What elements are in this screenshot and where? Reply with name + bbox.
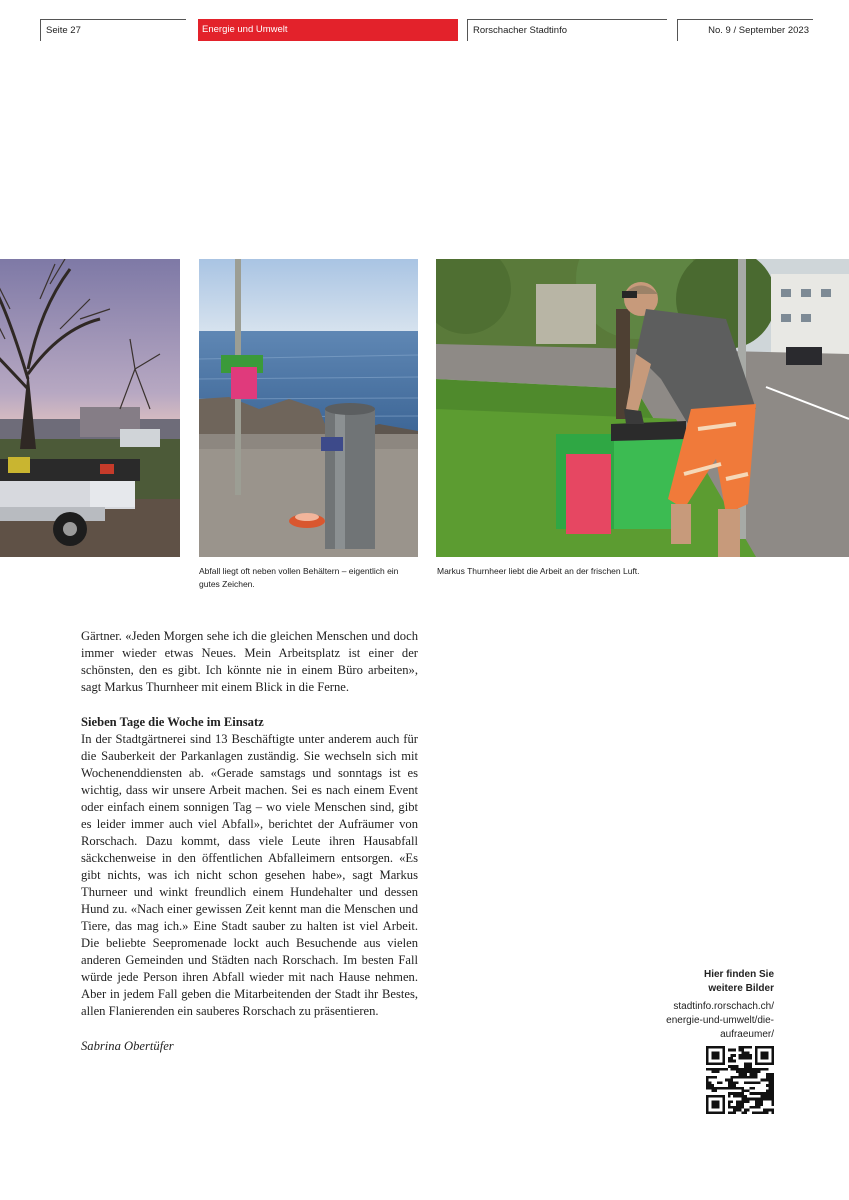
link-line: energie-und-umwelt/die- — [666, 1015, 774, 1026]
more-images-heading-line2: weitere Bilder — [708, 983, 774, 994]
link-line: aufraeumer/ — [720, 1029, 774, 1040]
photo-worker-bin — [436, 259, 849, 557]
header-section: Energie und Umwelt — [198, 19, 458, 41]
link-line: stadtinfo.rorschach.ch/ — [673, 1001, 774, 1012]
header-page-number: Seite 27 — [40, 19, 186, 41]
photo-caption-worker: Markus Thurnheer liebt die Arbeit an der frischen Luft. — [437, 566, 640, 576]
photo-caption-lakeside: Abfall liegt oft neben vollen Behältern – eigentlich ein gutes Zeichen. — [199, 566, 399, 589]
more-images-link[interactable] — [600, 1000, 774, 1042]
header-issue: No. 9 / September 2023 — [677, 19, 813, 41]
qr-code-icon[interactable] — [706, 1046, 774, 1114]
photo-lakeside-bin — [199, 259, 418, 557]
article-author: Sabrina Obertüfer — [81, 1039, 174, 1053]
article-subheading: Sieben Tage die Woche im Einsatz — [81, 715, 264, 729]
more-images-heading-line1: Hier finden Sie — [703, 969, 774, 980]
article-paragraph: In der Stadtgärtnerei sind 13 Beschäftigte unter anderem auch für die Sauberkeit der Parkanlagen zuständig. Sie wechseln sich mit Wochenenddiensten ab. «Gerade samstags und sonntags ist es wichtig, dass wir unsere Arbeit machen. Sei es nach einem Event oder einfach einem sonnigen Tag – wo viele Menschen sind, gibt es leider immer auch viel Abfall», berichtet der Aufräumer von Rorschach. Dazu kommt, dass viele Leute ihren Hausabfall säckchenweise in den öffentlichen Abfalleimern entsorgen. «Es gibt nichts, was ich nicht schon gesehen habe», sagt Markus Thurneer und winkt freundlich einem Hundehalter und dessen Hund zu. «Nach einer gewissen Zeit kennt man die Menschen und Tiere, das mag ich.» Eine Stadt sauber zu halten ist viel Arbeit. Die beliebte Seepromenade lockt auch Besuchende aus vielen anderen Gemeinden und Städten nach Rorschach. Im besten Fall würde jede Person ihren Abfall wieder mit nach Hause nehmen. Aber in jedem Fall geben die Mitarbeitenden der Stadt ihr Bestes, allen Flanierenden ein sauberes Rorschach zu präsentieren. — [81, 732, 418, 1018]
article-body — [81, 628, 418, 1055]
more-images-box — [600, 968, 774, 1042]
article-paragraph: Gärtner. «Jeden Morgen sehe ich die gleichen Menschen und doch immer wieder etwas Neues. Mein Arbeitsplatz ist einer der schönsten, den es gibt. Ich könnte nie in einem Büro arbeiten», sagt Markus Thurnheer mit einem Blick in die Ferne. — [81, 629, 418, 694]
header-publication: Rorschacher Stadtinfo — [467, 19, 667, 41]
photo-park-vehicle — [0, 259, 180, 557]
